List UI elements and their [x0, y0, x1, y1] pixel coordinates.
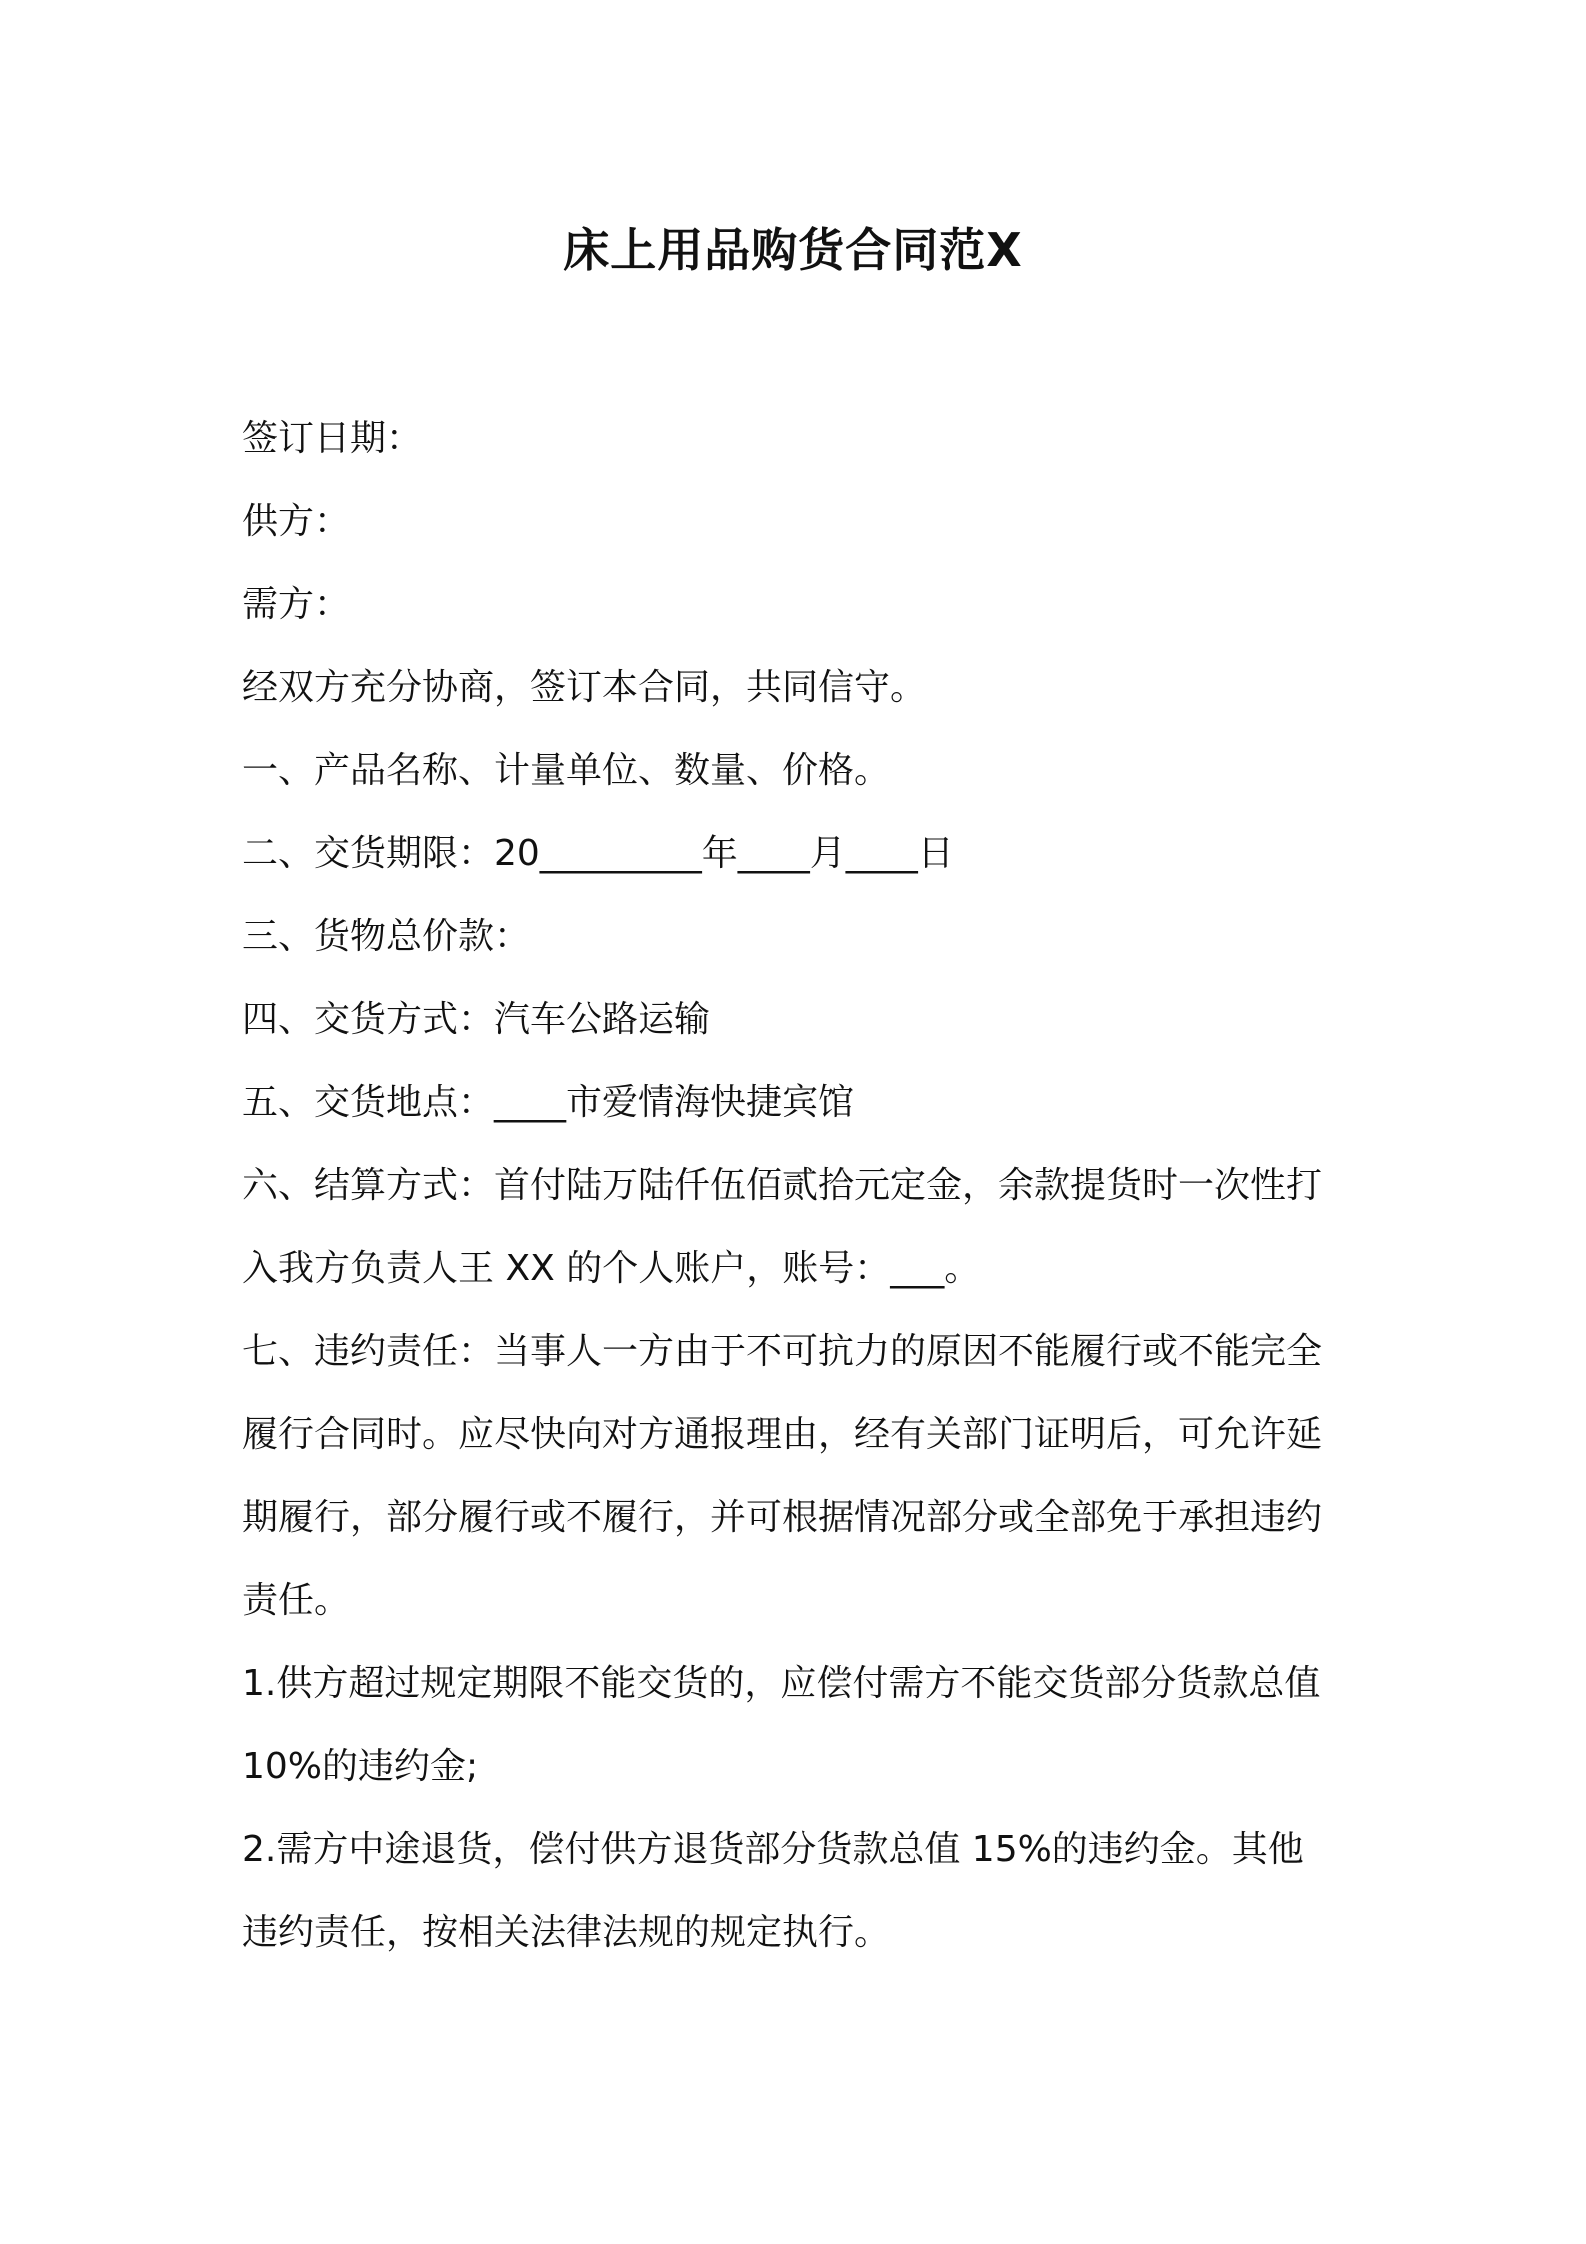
supplier-line: 供方：	[242, 501, 351, 542]
clause-5-line: 五、交货地点：____市爱情海快捷宾馆	[242, 1082, 855, 1123]
clause-2-line: 二、交货期限：20_________年____月____日	[242, 833, 954, 874]
clause-7-line-1: 七、违约责任：当事人一方由于不可抗力的原因不能履行或不能完全	[242, 1331, 1323, 1372]
document-title: 床上用品购货合同范X	[563, 223, 1023, 277]
clause-6-line-1: 六、结算方式：首付陆万陆仟伍佰贰拾元定金，余款提货时一次性打	[242, 1165, 1323, 1206]
clause-7-line-4: 责任。	[242, 1580, 351, 1621]
clause-7-line-3: 期履行，部分履行或不履行，并可根据情况部分或全部免于承担违约	[242, 1497, 1323, 1538]
clause-6-line-2: 入我方负责人王 XX 的个人账户，账号：___。	[242, 1248, 981, 1289]
clause-7-line-2: 履行合同时。应尽快向对方通报理由，经有关部门证明后，可允许延	[242, 1414, 1323, 1455]
clause-1-line: 一、产品名称、计量单位、数量、价格。	[242, 750, 891, 791]
preamble-line: 经双方充分协商，签订本合同，共同信守。	[242, 667, 927, 708]
clause-3-line: 三、货物总价款：	[242, 916, 531, 957]
sign-date-line: 签订日期：	[242, 418, 423, 459]
penalty-1-line-1: 1.供方超过规定期限不能交货的，应偿付需方不能交货部分货款总值	[242, 1663, 1321, 1704]
penalty-1-line-2: 10%的违约金;	[242, 1746, 479, 1787]
penalty-2-line-2: 违约责任，按相关法律法规的规定执行。	[242, 1912, 891, 1953]
clause-4-line: 四、交货方式：汽车公路运输	[242, 999, 711, 1040]
document-body	[242, 397, 1352, 1974]
penalty-2-line-1: 2.需方中途退货，偿付供方退货部分货款总值 15%的违约金。其他	[242, 1829, 1304, 1870]
buyer-line: 需方：	[242, 584, 351, 625]
